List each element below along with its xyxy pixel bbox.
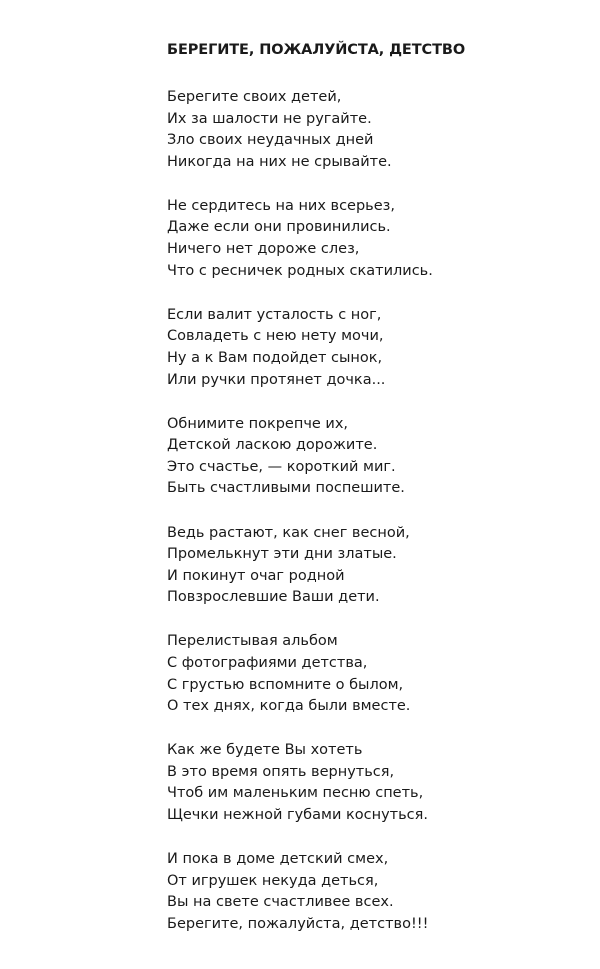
poem-line: Зло своих неудачных дней — [167, 132, 374, 149]
poem-line: Ничего нет дороже слез, — [167, 241, 360, 258]
poem-line: Перелистывая альбом — [167, 633, 338, 650]
poem-line: Берегите, пожалуйста, детство!!! — [167, 915, 429, 932]
poem-line: Берегите своих детей, — [167, 89, 342, 105]
poem-line: Щечки нежной губами коснуться. — [167, 807, 428, 824]
poem-line: Вы на свете счастливее всех. — [167, 894, 394, 911]
poem-line: Или ручки протянет дочка... — [167, 371, 386, 388]
poem-line: О тех днях, когда были вместе. — [167, 698, 411, 715]
poem-line: Если валит усталость с ног, — [167, 306, 382, 323]
poem-line: С фотографиями детства, — [167, 654, 368, 671]
poem-line: Их за шалости не ругайте. — [167, 110, 372, 127]
poem-page — [167, 40, 587, 958]
poem-line: В это время опять вернуться, — [167, 763, 395, 780]
poem-line: И покинут очаг родной — [167, 567, 345, 584]
stanza-6 — [167, 631, 587, 717]
poem-line: С грустью вспомните о былом, — [167, 676, 404, 693]
poem-line: Не сердитесь на них всерьез, — [167, 197, 395, 214]
poem-line: Это счастье, — короткий миг. — [167, 458, 396, 475]
poem-line: Даже если они провинились. — [167, 219, 391, 236]
poem-title: БЕРЕГИТЕ, ПОЖАЛУЙСТА, ДЕТСТВО — [167, 42, 466, 58]
stanza-5 — [167, 523, 587, 609]
poem-line: И пока в доме детский смех, — [167, 851, 389, 868]
stanza-4 — [167, 414, 587, 500]
stanza-3 — [167, 305, 587, 391]
poem-line: Совладеть с нею нету мочи, — [167, 328, 384, 345]
poem-line: От игрушек некуда деться, — [167, 872, 379, 889]
poem-line: Промелькнут эти дни златые. — [167, 546, 397, 563]
poem-line: Обнимите покрепче их, — [167, 415, 349, 432]
stanza-1 — [167, 87, 587, 173]
poem-line: Ну а к Вам подойдет сынок, — [167, 349, 383, 366]
poem-line: Ведь растают, как снег весной, — [167, 524, 410, 541]
poem-line: Чтоб им маленьким песню спеть, — [167, 785, 424, 802]
poem-line: Быть счастливыми поспешите. — [167, 480, 405, 497]
stanza-8 — [167, 849, 587, 935]
stanza-2 — [167, 196, 587, 282]
poem-line: Что с ресничек родных скатились. — [167, 262, 433, 279]
stanza-7 — [167, 740, 587, 826]
poem-line: Как же будете Вы хотеть — [167, 742, 363, 759]
poem-line: Детской ласкою дорожите. — [167, 437, 378, 454]
poem-line: Никогда на них не срывайте. — [167, 153, 392, 170]
poem-line: Повзрослевшие Ваши дети. — [167, 589, 380, 606]
